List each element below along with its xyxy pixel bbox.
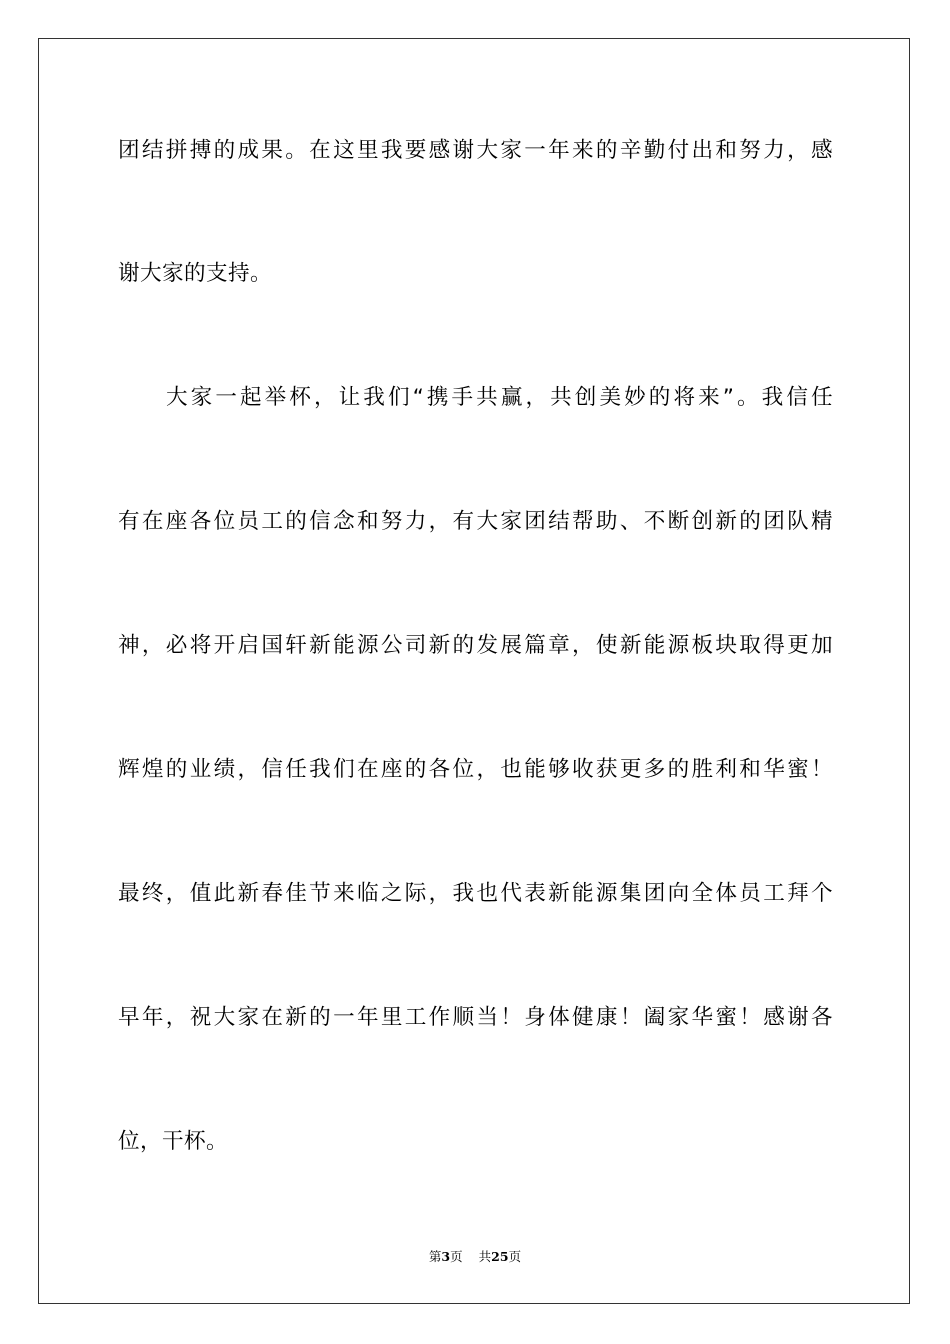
paragraph-line-6: 辉煌的业绩，信任我们在座的各位，也能够收获更多的胜利和华蜜！ [118,757,833,782]
total-suffix: 页 [508,1249,522,1264]
paragraph-line-7: 最终，值此新春佳节来临之际，我也代表新能源集团向全体员工拜个 [118,881,833,906]
paragraph-line-2: 谢大家的支持。 [118,261,272,286]
paragraph-line-5: 神，必将开启国轩新能源公司新的发展篇章，使新能源板块取得更加 [118,633,833,658]
page-footer [0,1248,950,1266]
total-page-number: 25 [491,1249,509,1264]
paragraph-line-1: 团结拼搏的成果。在这里我要感谢大家一年来的辛勤付出和努力，感 [118,138,833,163]
paragraph-line-4: 有在座各位员工的信念和努力，有大家团结帮助、不断创新的团队精 [118,509,833,534]
page-prefix: 第 [428,1249,442,1264]
paragraph-line-8: 早年，祝大家在新的一年里工作顺当！身体健康！阖家华蜜！感谢各 [118,1005,833,1030]
paragraph-line-9: 位，干杯。 [118,1129,228,1154]
current-page-number: 3 [441,1249,451,1264]
total-prefix: 共 [478,1249,492,1264]
page-border [38,38,910,1304]
paragraph-line-3: 大家一起举杯，让我们“携手共赢，共创美妙的将来”。我信任 [166,385,833,410]
page-suffix: 页 [450,1249,463,1264]
